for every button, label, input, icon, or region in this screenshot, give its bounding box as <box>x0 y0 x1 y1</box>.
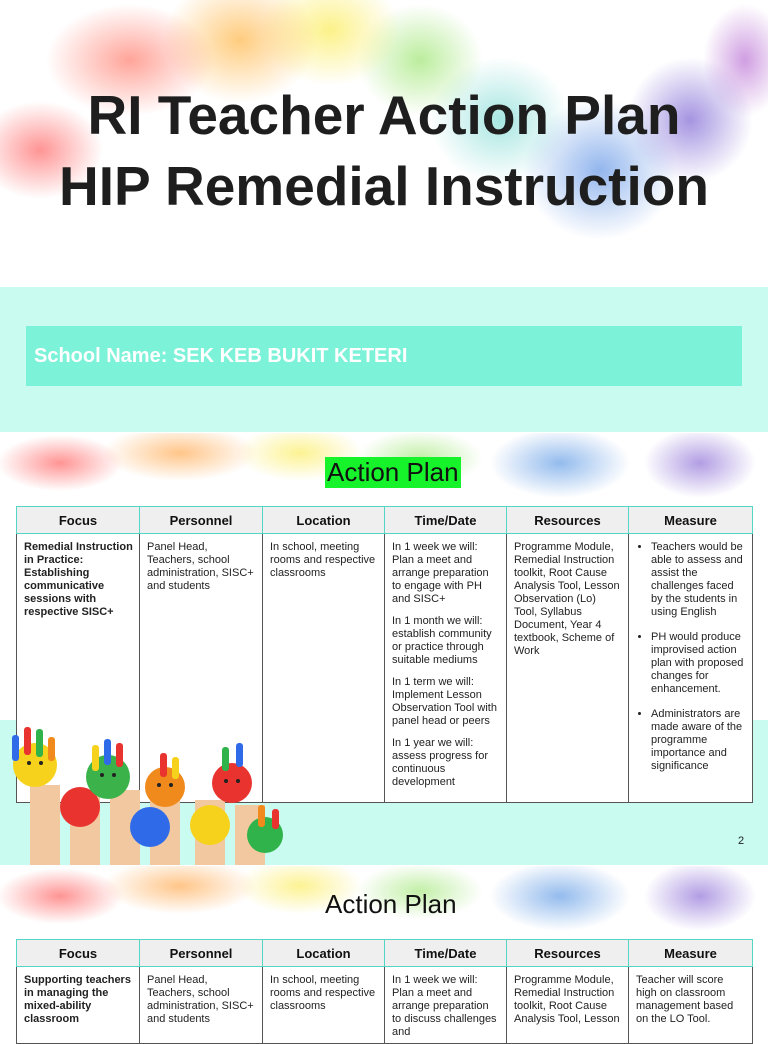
cell-focus <box>17 967 140 1044</box>
cell-location: In school, meeting rooms and respective classrooms <box>263 967 385 1044</box>
focus-text: Remedial Instruction in Practice: Establishing communicative sessions with respective SISC+ <box>24 541 133 618</box>
table-header-row <box>17 507 753 534</box>
cell-personnel: Panel Head, Teachers, school administration, SISC+ and students <box>140 534 263 803</box>
measure-item: • PH would produce improvised action plan with proposed changes for enhancement. <box>651 631 746 696</box>
school-name-label: School Name: SEK KEB BUKIT KETERI <box>34 345 408 367</box>
action-plan-heading: Action Plan <box>327 457 459 487</box>
painted-hands-image <box>0 725 300 865</box>
header-resources: Resources <box>507 507 629 534</box>
header-time-date: Time/Date <box>385 507 507 534</box>
header-measure: Measure <box>629 507 753 534</box>
time-item: In 1 week we will: Plan a meet and arrange preparation to engage with PH and SISC+ <box>392 541 489 605</box>
header-location: Location <box>263 507 385 534</box>
cell-time <box>385 534 507 803</box>
cell-personnel: Panel Head, Teachers, school administration, SISC+ and students <box>140 967 263 1044</box>
header-focus: Focus <box>17 507 140 534</box>
time-item: In 1 year we will: assess progress for continuous development <box>392 737 488 788</box>
measure-item: • Administrators are made aware of the programme importance and significance <box>651 708 746 773</box>
cell-resources: Programme Module, Remedial Instruction toolkit, Root Cause Analysis Tool, Lesson <box>507 967 629 1044</box>
school-name-box <box>26 326 742 386</box>
slide-1 <box>0 0 768 432</box>
header-personnel: Personnel <box>140 507 263 534</box>
table-row <box>17 967 753 1044</box>
header-measure: Measure <box>629 940 753 967</box>
page-number: 2 <box>738 835 745 847</box>
cell-time: In 1 week we will: Plan a meet and arrange preparation to discuss challenges and <box>385 967 507 1044</box>
slide-title-line-2: HIP Remedial Instruction <box>59 155 709 217</box>
cell-resources: Programme Module, Remedial Instruction toolkit, Root Cause Analysis Tool, Lesson Observation (Lo) Tool, Syllabus Document, Year 4 textbook, Scheme of Work <box>507 534 629 803</box>
header-location: Location <box>263 940 385 967</box>
measure-item: • Teachers would be able to assess and assist the challenges faced by the students in using English <box>651 541 746 619</box>
header-resources: Resources <box>507 940 629 967</box>
action-plan-table-3 <box>16 939 753 1044</box>
header-focus: Focus <box>17 940 140 967</box>
cell-measure <box>629 534 753 803</box>
table-header-row <box>17 940 753 967</box>
cell-measure: Teacher will score high on classroom management based on the LO Tool. <box>629 967 753 1044</box>
cell-location: In school, meeting rooms and respective classrooms <box>263 534 385 803</box>
header-personnel: Personnel <box>140 940 263 967</box>
action-plan-heading-3: Action Plan <box>325 889 457 919</box>
slide-title-line-1: RI Teacher Action Plan <box>87 84 681 146</box>
time-item: In 1 term we will: Implement Lesson Observation Tool with panel head or peers <box>392 676 497 727</box>
focus-text: Supporting teachers in managing the mixed-ability classroom <box>24 974 131 1025</box>
time-item: In 1 month we will: establish community or practice through suitable mediums <box>392 615 492 666</box>
header-time-date: Time/Date <box>385 940 507 967</box>
